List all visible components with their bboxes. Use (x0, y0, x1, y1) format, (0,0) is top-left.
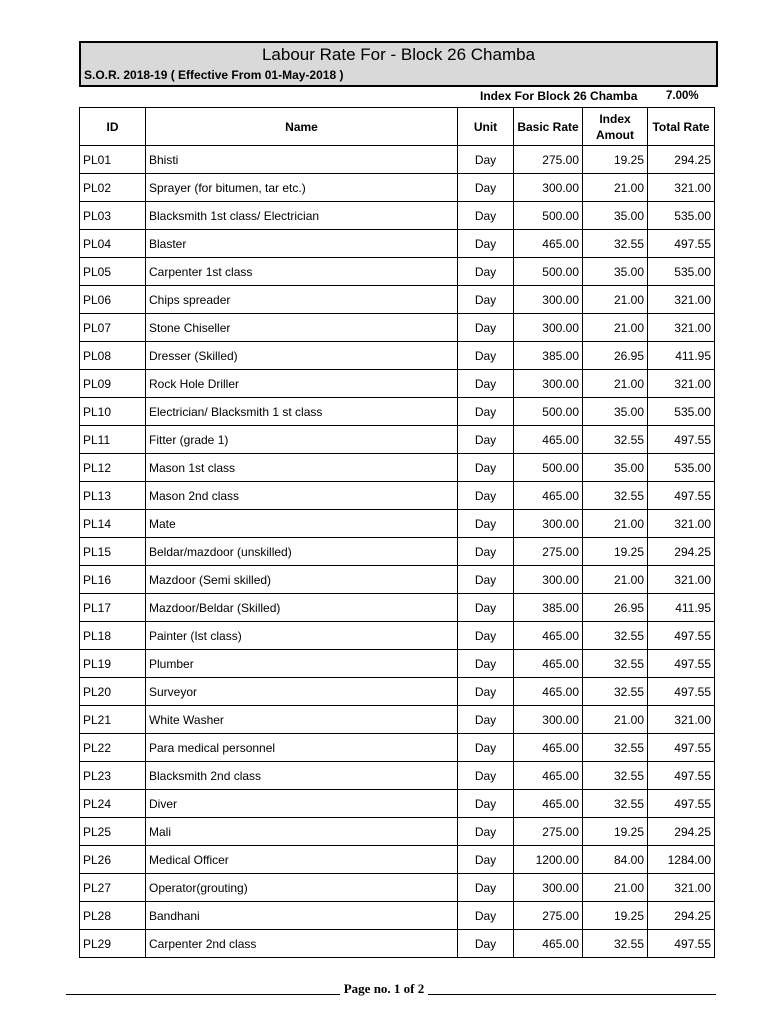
labour-rate-table (79, 107, 715, 958)
cell-basic-rate: 465.00 (514, 678, 583, 706)
table-row (80, 258, 715, 286)
table-row (80, 846, 715, 874)
cell-unit: Day (458, 846, 514, 874)
cell-id: PL14 (80, 510, 146, 538)
cell-total-rate: 535.00 (648, 202, 715, 230)
table-row (80, 566, 715, 594)
cell-basic-rate: 275.00 (514, 818, 583, 846)
cell-index-amount: 26.95 (583, 594, 648, 622)
cell-index-amount: 32.55 (583, 678, 648, 706)
cell-unit: Day (458, 678, 514, 706)
cell-name: Carpenter 1st class (146, 258, 458, 286)
cell-unit: Day (458, 734, 514, 762)
cell-total-rate: 411.95 (648, 594, 715, 622)
cell-id: PL11 (80, 426, 146, 454)
cell-basic-rate: 465.00 (514, 426, 583, 454)
table-row (80, 230, 715, 258)
cell-name: Blaster (146, 230, 458, 258)
sheet-title: Labour Rate For - Block 26 Chamba (261, 45, 536, 64)
cell-index-amount: 19.25 (583, 818, 648, 846)
table-row (80, 706, 715, 734)
cell-index-amount: 35.00 (583, 398, 648, 426)
cell-unit: Day (458, 930, 514, 958)
table-row (80, 398, 715, 426)
cell-name: Beldar/mazdoor (unskilled) (146, 538, 458, 566)
cell-unit: Day (458, 874, 514, 902)
cell-index-amount: 21.00 (583, 370, 648, 398)
cell-index-amount: 21.00 (583, 874, 648, 902)
sheet-subtitle: S.O.R. 2018-19 ( Effective From 01-May-2018 ) (84, 68, 344, 82)
table-row (80, 510, 715, 538)
cell-unit: Day (458, 482, 514, 510)
cell-name: Operator(grouting) (146, 874, 458, 902)
cell-id: PL25 (80, 818, 146, 846)
cell-total-rate: 321.00 (648, 174, 715, 202)
cell-unit: Day (458, 510, 514, 538)
cell-index-amount: 19.25 (583, 538, 648, 566)
cell-total-rate: 497.55 (648, 650, 715, 678)
cell-total-rate: 535.00 (648, 454, 715, 482)
cell-id: PL07 (80, 314, 146, 342)
cell-unit: Day (458, 790, 514, 818)
table-row (80, 930, 715, 958)
cell-index-amount: 84.00 (583, 846, 648, 874)
table-row (80, 790, 715, 818)
cell-name: Painter (Ist class) (146, 622, 458, 650)
cell-index-amount: 19.25 (583, 146, 648, 174)
cell-index-amount: 32.55 (583, 230, 648, 258)
cell-index-amount: 35.00 (583, 454, 648, 482)
cell-basic-rate: 465.00 (514, 230, 583, 258)
cell-name: Dresser (Skilled) (146, 342, 458, 370)
cell-unit: Day (458, 370, 514, 398)
cell-total-rate: 321.00 (648, 566, 715, 594)
cell-basic-rate: 465.00 (514, 762, 583, 790)
col-header-unit: Unit (458, 108, 514, 146)
cell-unit: Day (458, 342, 514, 370)
cell-name: Para medical personnel (146, 734, 458, 762)
cell-id: PL15 (80, 538, 146, 566)
cell-name: Chips spreader (146, 286, 458, 314)
cell-total-rate: 321.00 (648, 286, 715, 314)
cell-name: Mate (146, 510, 458, 538)
cell-name: Bhisti (146, 146, 458, 174)
cell-id: PL08 (80, 342, 146, 370)
col-header-name: Name (146, 108, 458, 146)
cell-name: Rock Hole Driller (146, 370, 458, 398)
cell-id: PL12 (80, 454, 146, 482)
cell-unit: Day (458, 762, 514, 790)
table-row (80, 370, 715, 398)
cell-index-amount: 21.00 (583, 314, 648, 342)
cell-index-amount: 32.55 (583, 790, 648, 818)
cell-total-rate: 321.00 (648, 874, 715, 902)
cell-basic-rate: 465.00 (514, 790, 583, 818)
cell-name: White Washer (146, 706, 458, 734)
table-row (80, 734, 715, 762)
cell-unit: Day (458, 818, 514, 846)
cell-basic-rate: 500.00 (514, 202, 583, 230)
cell-unit: Day (458, 622, 514, 650)
cell-basic-rate: 300.00 (514, 706, 583, 734)
cell-index-amount: 32.55 (583, 482, 648, 510)
table-row (80, 454, 715, 482)
cell-index-amount: 26.95 (583, 342, 648, 370)
cell-name: Electrician/ Blacksmith 1 st class (146, 398, 458, 426)
cell-basic-rate: 300.00 (514, 370, 583, 398)
cell-id: PL27 (80, 874, 146, 902)
cell-unit: Day (458, 902, 514, 930)
cell-id: PL23 (80, 762, 146, 790)
cell-name: Mazdoor/Beldar (Skilled) (146, 594, 458, 622)
table-row (80, 286, 715, 314)
cell-id: PL21 (80, 706, 146, 734)
cell-id: PL13 (80, 482, 146, 510)
cell-total-rate: 294.25 (648, 538, 715, 566)
table-row (80, 426, 715, 454)
sheet-header (79, 41, 718, 87)
cell-name: Mason 1st class (146, 454, 458, 482)
cell-total-rate: 321.00 (648, 510, 715, 538)
table-body (80, 146, 715, 958)
cell-id: PL02 (80, 174, 146, 202)
cell-unit: Day (458, 174, 514, 202)
cell-name: Mason 2nd class (146, 482, 458, 510)
cell-id: PL29 (80, 930, 146, 958)
cell-index-amount: 32.55 (583, 930, 648, 958)
table-row (80, 482, 715, 510)
cell-total-rate: 497.55 (648, 230, 715, 258)
cell-index-amount: 21.00 (583, 286, 648, 314)
cell-basic-rate: 465.00 (514, 930, 583, 958)
cell-total-rate: 535.00 (648, 258, 715, 286)
cell-unit: Day (458, 202, 514, 230)
cell-index-amount: 32.55 (583, 762, 648, 790)
col-header-id: ID (80, 108, 146, 146)
cell-basic-rate: 500.00 (514, 398, 583, 426)
cell-unit: Day (458, 314, 514, 342)
cell-basic-rate: 465.00 (514, 650, 583, 678)
cell-total-rate: 294.25 (648, 902, 715, 930)
cell-total-rate: 497.55 (648, 930, 715, 958)
cell-id: PL18 (80, 622, 146, 650)
cell-name: Plumber (146, 650, 458, 678)
table-header-row (80, 108, 715, 146)
cell-id: PL22 (80, 734, 146, 762)
cell-name: Carpenter 2nd class (146, 930, 458, 958)
cell-unit: Day (458, 286, 514, 314)
cell-basic-rate: 1200.00 (514, 846, 583, 874)
table-row (80, 342, 715, 370)
cell-basic-rate: 465.00 (514, 482, 583, 510)
cell-index-amount: 21.00 (583, 510, 648, 538)
cell-name: Bandhani (146, 902, 458, 930)
cell-id: PL20 (80, 678, 146, 706)
cell-id: PL03 (80, 202, 146, 230)
cell-total-rate: 321.00 (648, 314, 715, 342)
cell-index-amount: 32.55 (583, 734, 648, 762)
table-row (80, 538, 715, 566)
col-header-total-rate: Total Rate (648, 108, 715, 146)
cell-basic-rate: 465.00 (514, 622, 583, 650)
cell-total-rate: 497.55 (648, 426, 715, 454)
cell-total-rate: 294.25 (648, 146, 715, 174)
table-row (80, 650, 715, 678)
cell-total-rate: 497.55 (648, 790, 715, 818)
cell-id: PL04 (80, 230, 146, 258)
table-row (80, 818, 715, 846)
cell-unit: Day (458, 538, 514, 566)
cell-unit: Day (458, 258, 514, 286)
cell-id: PL26 (80, 846, 146, 874)
page-footer (0, 981, 768, 997)
cell-index-amount: 32.55 (583, 650, 648, 678)
cell-id: PL24 (80, 790, 146, 818)
cell-total-rate: 1284.00 (648, 846, 715, 874)
table-row (80, 762, 715, 790)
index-value: 7.00% (666, 90, 699, 102)
cell-name: Medical Officer (146, 846, 458, 874)
cell-basic-rate: 300.00 (514, 286, 583, 314)
cell-index-amount: 32.55 (583, 622, 648, 650)
cell-index-amount: 35.00 (583, 258, 648, 286)
cell-unit: Day (458, 454, 514, 482)
cell-total-rate: 497.55 (648, 622, 715, 650)
cell-basic-rate: 275.00 (514, 146, 583, 174)
col-header-index-amount: Index Amout (583, 108, 648, 146)
table-row (80, 202, 715, 230)
table-row (80, 902, 715, 930)
cell-total-rate: 497.55 (648, 482, 715, 510)
cell-basic-rate: 385.00 (514, 342, 583, 370)
cell-id: PL19 (80, 650, 146, 678)
cell-id: PL28 (80, 902, 146, 930)
cell-unit: Day (458, 230, 514, 258)
cell-index-amount: 21.00 (583, 566, 648, 594)
cell-total-rate: 497.55 (648, 762, 715, 790)
table-row (80, 678, 715, 706)
cell-unit: Day (458, 398, 514, 426)
cell-name: Blacksmith 2nd class (146, 762, 458, 790)
cell-basic-rate: 300.00 (514, 174, 583, 202)
cell-basic-rate: 300.00 (514, 874, 583, 902)
table-row (80, 174, 715, 202)
table-row (80, 146, 715, 174)
cell-basic-rate: 385.00 (514, 594, 583, 622)
cell-index-amount: 19.25 (583, 902, 648, 930)
cell-id: PL10 (80, 398, 146, 426)
cell-name: Mazdoor (Semi skilled) (146, 566, 458, 594)
cell-index-amount: 35.00 (583, 202, 648, 230)
cell-id: PL05 (80, 258, 146, 286)
cell-basic-rate: 300.00 (514, 566, 583, 594)
cell-id: PL06 (80, 286, 146, 314)
cell-id: PL09 (80, 370, 146, 398)
table-row (80, 622, 715, 650)
cell-total-rate: 321.00 (648, 370, 715, 398)
cell-unit: Day (458, 650, 514, 678)
cell-total-rate: 411.95 (648, 342, 715, 370)
cell-total-rate: 321.00 (648, 706, 715, 734)
cell-index-amount: 21.00 (583, 174, 648, 202)
cell-basic-rate: 300.00 (514, 510, 583, 538)
cell-index-amount: 21.00 (583, 706, 648, 734)
cell-unit: Day (458, 146, 514, 174)
cell-basic-rate: 275.00 (514, 902, 583, 930)
col-header-basic-rate: Basic Rate (514, 108, 583, 146)
cell-total-rate: 535.00 (648, 398, 715, 426)
cell-total-rate: 497.55 (648, 734, 715, 762)
cell-id: PL01 (80, 146, 146, 174)
table-row (80, 314, 715, 342)
cell-name: Fitter (grade 1) (146, 426, 458, 454)
index-label: Index For Block 26 Chamba (480, 89, 638, 103)
cell-total-rate: 497.55 (648, 678, 715, 706)
cell-index-amount: 32.55 (583, 426, 648, 454)
cell-basic-rate: 275.00 (514, 538, 583, 566)
cell-name: Stone Chiseller (146, 314, 458, 342)
cell-unit: Day (458, 426, 514, 454)
cell-name: Diver (146, 790, 458, 818)
cell-id: PL16 (80, 566, 146, 594)
cell-id: PL17 (80, 594, 146, 622)
cell-basic-rate: 465.00 (514, 734, 583, 762)
cell-unit: Day (458, 594, 514, 622)
cell-name: Sprayer (for bitumen, tar etc.) (146, 174, 458, 202)
table-row (80, 874, 715, 902)
cell-total-rate: 294.25 (648, 818, 715, 846)
cell-name: Blacksmith 1st class/ Electrician (146, 202, 458, 230)
cell-unit: Day (458, 566, 514, 594)
page-number: Page no. 1 of 2 (340, 981, 429, 996)
table-row (80, 594, 715, 622)
cell-basic-rate: 300.00 (514, 314, 583, 342)
cell-name: Mali (146, 818, 458, 846)
cell-unit: Day (458, 706, 514, 734)
cell-basic-rate: 500.00 (514, 454, 583, 482)
cell-basic-rate: 500.00 (514, 258, 583, 286)
cell-name: Surveyor (146, 678, 458, 706)
